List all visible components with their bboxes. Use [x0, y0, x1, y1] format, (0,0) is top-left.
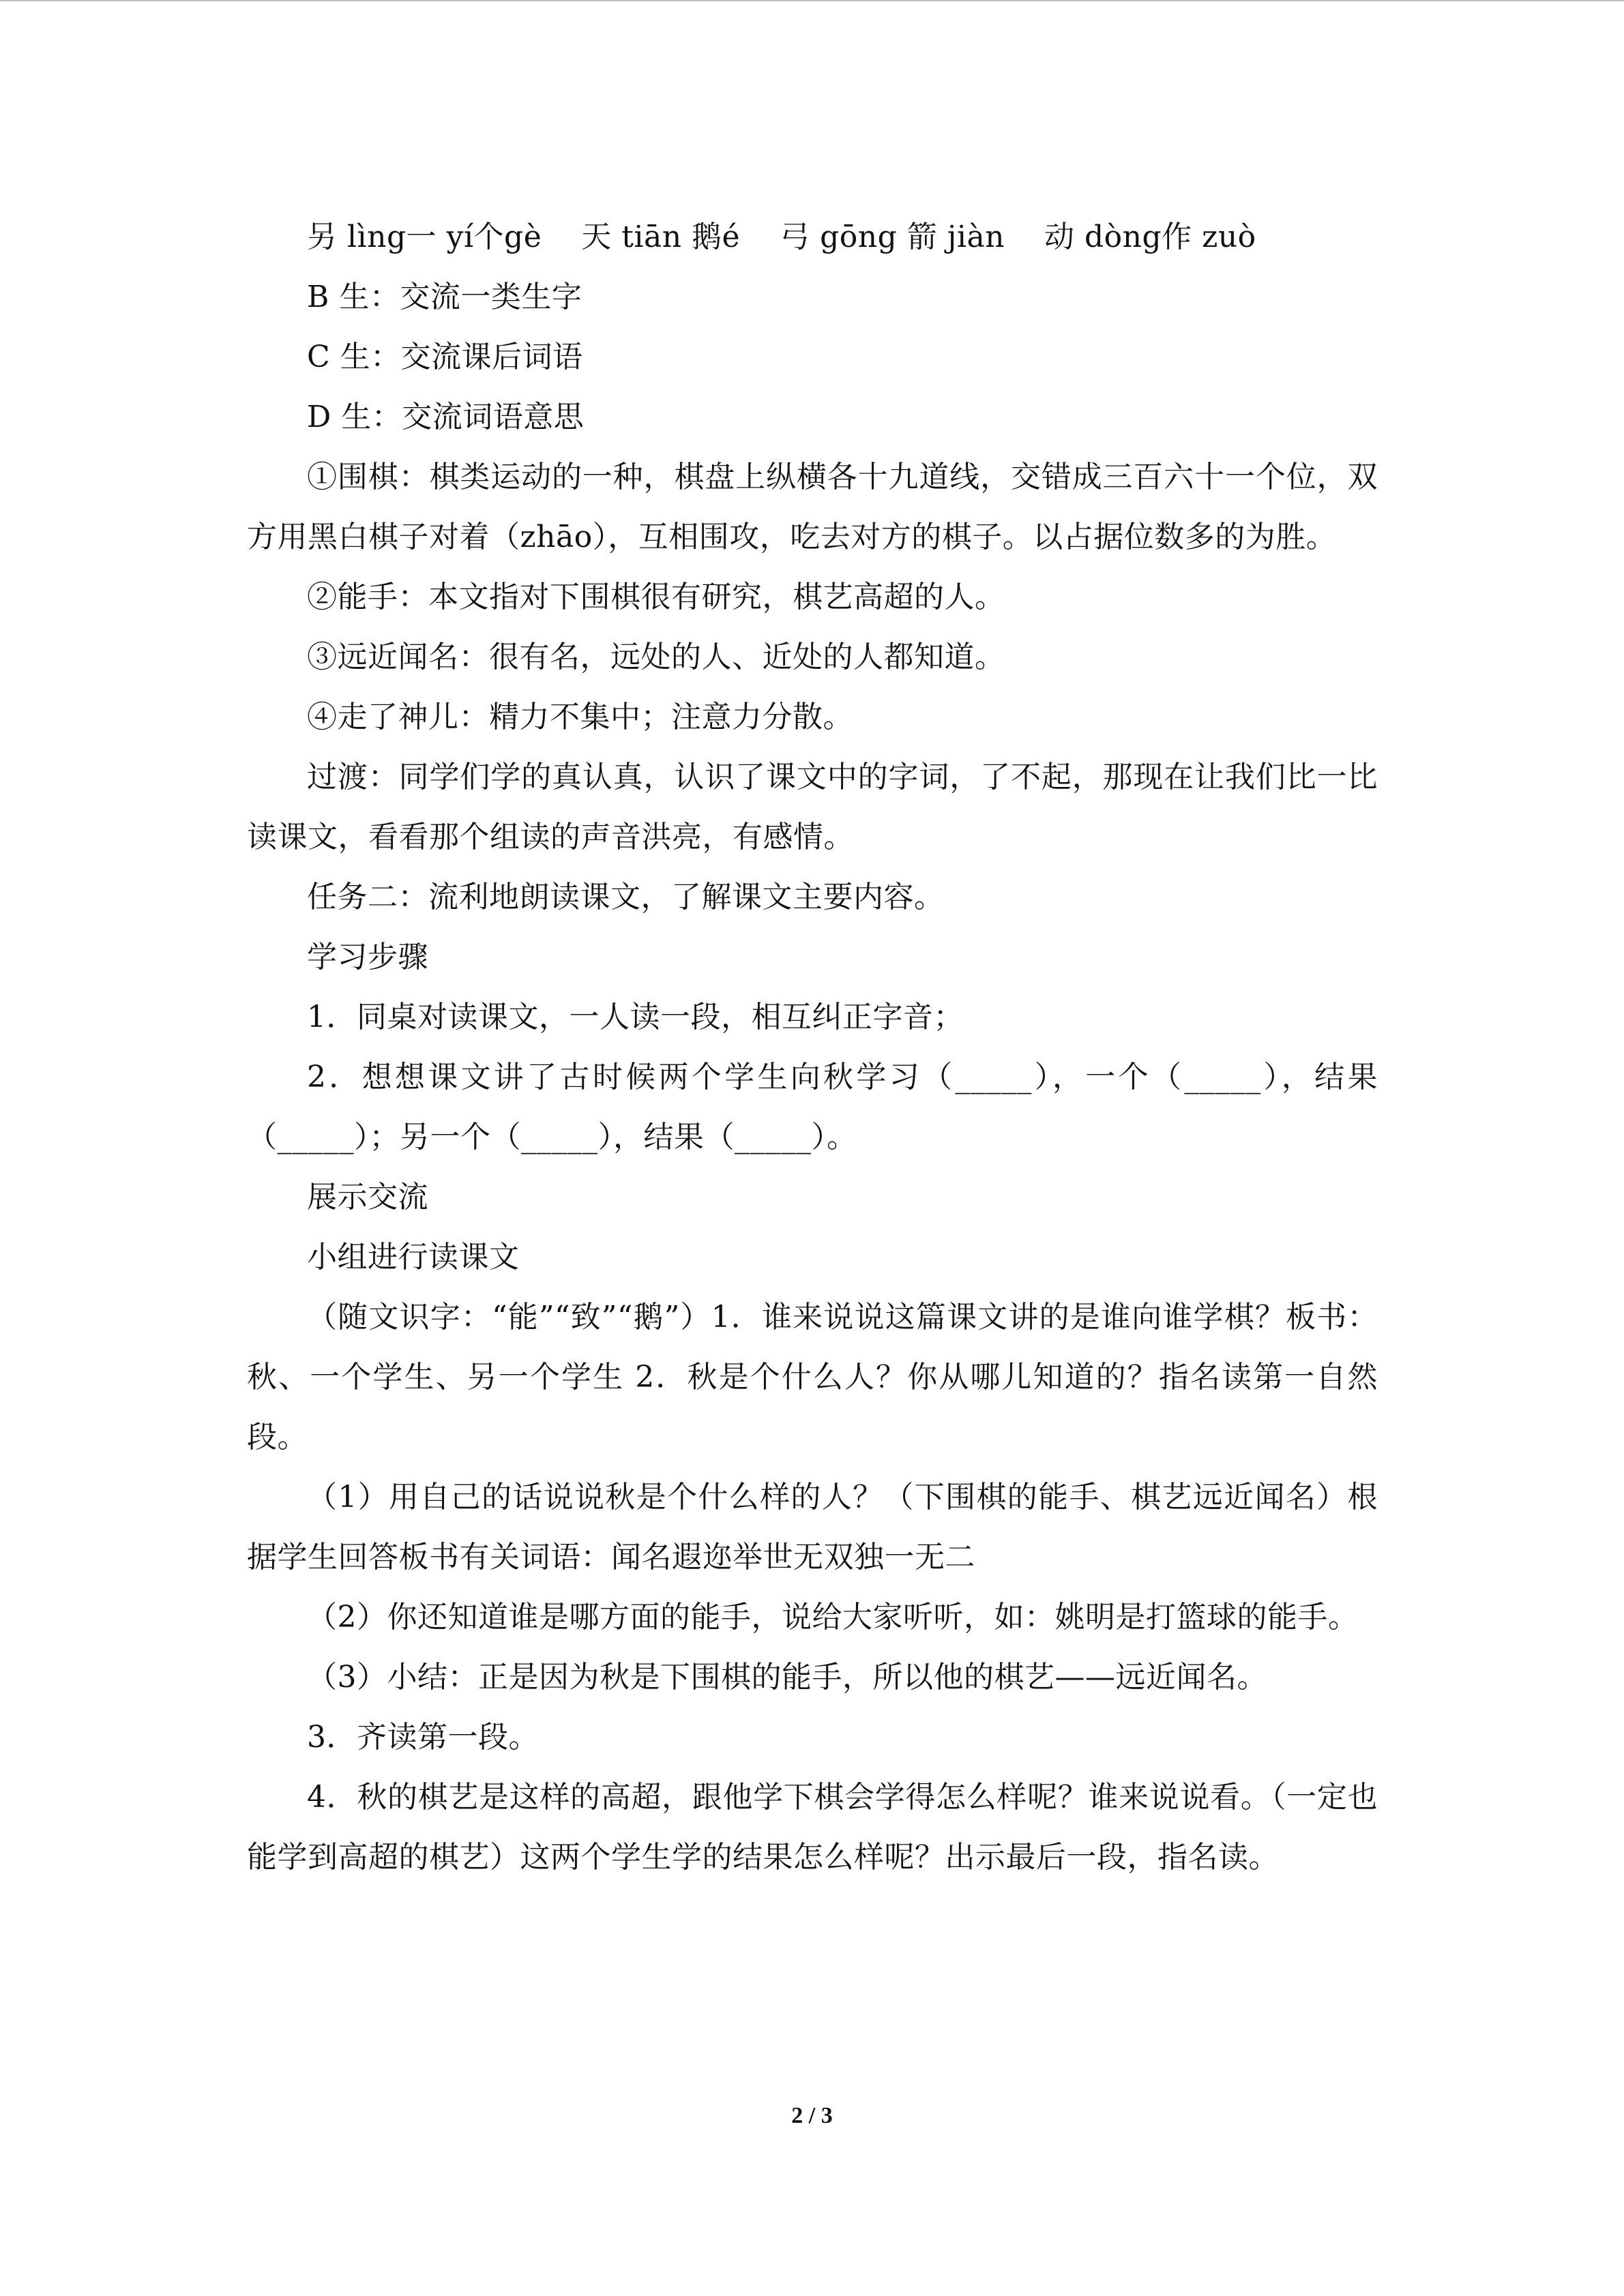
paragraph: B 生：交流一类生字 [307, 280, 582, 314]
document-body [247, 207, 1378, 1888]
paragraph: （3）小结：正是因为秋是下围棋的能手，所以他的棋艺——远近闻名。 [307, 1660, 1267, 1695]
paragraph: 4．秋的棋艺是这样的高超，跟他学下棋会学得怎么样呢？谁来说说看。（一定也能学到高超的棋艺）这两个学生学的结果怎么样呢？出示最后一段，指名读。 [247, 1780, 1378, 1875]
paragraph: ③远近闻名：很有名，远处的人、近处的人都知道。 [307, 640, 1005, 674]
paragraph: 小组进行读课文 [307, 1240, 520, 1274]
pinyin-word: 另 lìng一 yí个gè [307, 220, 542, 254]
paragraph: C 生：交流课后词语 [307, 340, 583, 374]
paragraph: （1）用自己的话说说秋是个什么样的人？（下围棋的能手、棋艺远近闻名）根据学生回答板书有关词语：闻名遐迩举世无双独一无二 [247, 1480, 1378, 1575]
paragraph: 过渡：同学们学的真认真，认识了课文中的字词，了不起，那现在让我们比一比读课文，看看那个组读的声音洪亮，有感情。 [247, 760, 1378, 854]
pinyin-line [247, 207, 1378, 267]
pinyin-word: 动 dòng作 zuò [1044, 220, 1256, 254]
paragraph: ②能手：本文指对下围棋很有研究，棋艺高超的人。 [307, 580, 1005, 614]
page-number: 2 / 3 [791, 2103, 833, 2128]
paragraph: 1．同桌对读课文，一人读一段，相互纠正字音； [307, 1000, 964, 1034]
paragraph: （2）你还知道谁是哪方面的能手，说给大家听听，如：姚明是打篮球的能手。 [307, 1600, 1359, 1635]
pinyin-word: 弓 gōng 箭 jiàn [780, 220, 1005, 254]
paragraph: 3．齐读第一段。 [307, 1720, 539, 1755]
paragraph: 展示交流 [307, 1180, 428, 1214]
paragraph: 任务二：流利地朗读课文，了解课文主要内容。 [307, 880, 945, 914]
paragraph: D 生：交流词语意思 [307, 400, 585, 434]
paragraph: 2．想想课文讲了古时候两个学生向秋学习（_____），一个（_____），结果（_____）；另一个（_____），结果（_____）。 [247, 1060, 1378, 1154]
paragraph: 学习步骤 [307, 940, 428, 974]
paragraph: ①围棋：棋类运动的一种，棋盘上纵横各十九道线，交错成三百六十一个位，双方用黑白棋子对着（zhāo），互相围攻，吃去对方的棋子。以占据位数多的为胜。 [247, 460, 1378, 554]
paragraph: ④走了神儿：精力不集中；注意力分散。 [307, 700, 853, 734]
top-border [0, 0, 1624, 1]
pinyin-word: 天 tiān 鹅é [581, 220, 741, 254]
paragraph: （随文识字：“能”“致”“鹅”）1．谁来说说这篇课文讲的是谁向谁学棋？板书：秋、一个学生、另一个学生 2．秋是个什么人？你从哪儿知道的？指名读第一自然段。 [247, 1300, 1378, 1455]
